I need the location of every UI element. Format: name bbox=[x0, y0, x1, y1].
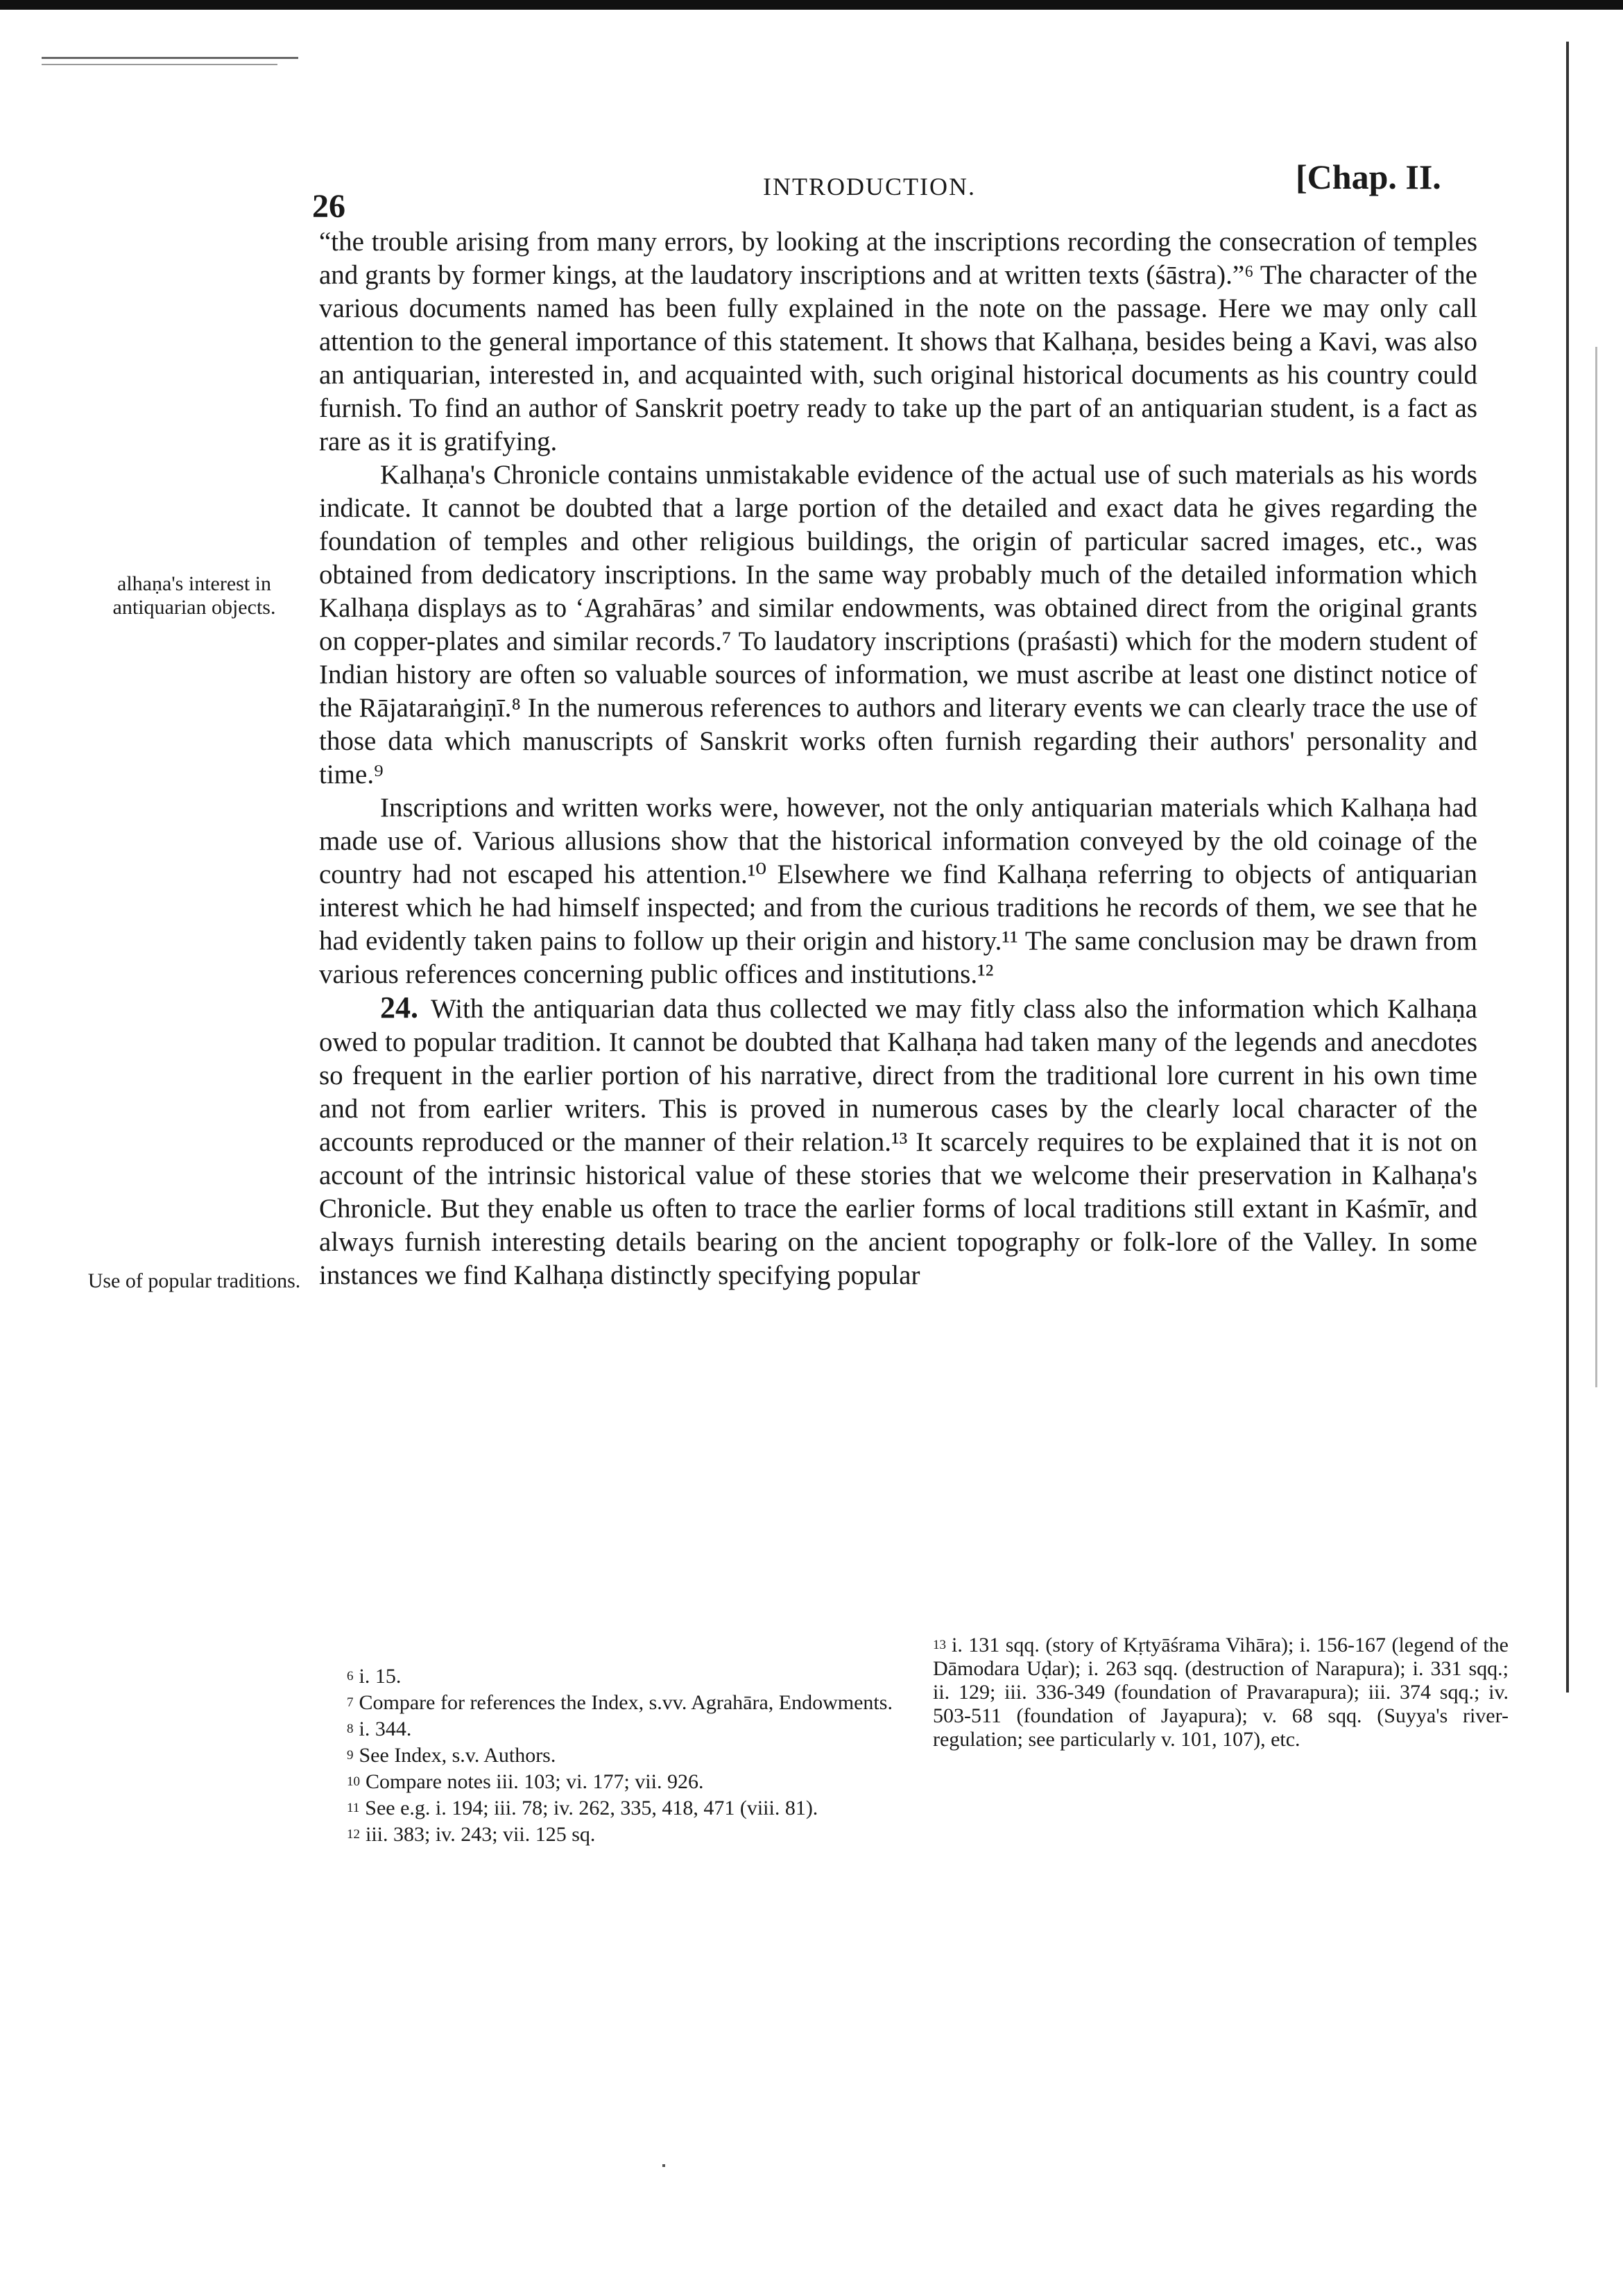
scan-speck bbox=[662, 2164, 665, 2167]
paragraph-section-24 bbox=[319, 991, 1477, 1292]
footnote: $^8$ i. 344. bbox=[347, 1717, 412, 1740]
paragraph: Kalhaṇa's Chronicle contains unmistakable evidence of the actual use of such materials as his words indicate. It cannot be doubted that a large portion of the detailed and exact data he gives regarding the foundation of temples and other religious buildings, the origin of particular sacred images, etc., was obtained from dedicatory inscriptions. In the same way probably much of the detailed information which Kalhaṇa displays as to ‘Agrahāras’ and similar endowments, was obtained direct from the original grants on copper-plates and similar records.⁷ To laudatory inscriptions (praśasti) which for the modern student of Indian history are often so valuable sources of information, we must ascribe at least one distinct notice of the Rājataraṅgiṇī.⁸ In the numerous references to authors and literary events we can clearly trace the use of those data which manuscripts of Sanskrit works often furnish regarding their authors' personality and time.⁹ bbox=[319, 460, 1477, 789]
main-text bbox=[319, 225, 1477, 1292]
scan-right-shadow bbox=[1595, 347, 1597, 1387]
footnote: $^{13}$ i. 131 sqq. (story of Kṛtyāśrama Vihāra); i. 156-167 (legend of the Dāmodara Uḍar); i. 263 sqq. (destruction of Narapura); i. 331 sqq.; ii. 129; iii. 336-349 (foundation of Pravarapura); iii. 374 sqq.; iv. 503-511 (foundation of Jayapura); v. 68 sqq. (Suyya's river-regulation; see particularly v. 101, 107), etc. bbox=[933, 1634, 1509, 1751]
footnotes-right bbox=[933, 1634, 1509, 1754]
scan-top-edge bbox=[0, 0, 1623, 10]
marginal-note-antiquarian: alhaṇa's interest in antiquarian objects. bbox=[112, 572, 276, 619]
decorative-rule bbox=[42, 64, 277, 65]
marginal-note-traditions: Use of popular traditions. bbox=[87, 1269, 301, 1292]
footnotes-left bbox=[347, 1665, 922, 1849]
running-title: INTRODUCTION. bbox=[763, 173, 976, 200]
footnote: $^7$ Compare for references the Index, s.vv. Agrahāra, Endowments. bbox=[347, 1691, 893, 1714]
page-number: 26 bbox=[312, 188, 345, 225]
footnote: $^9$ See Index, s.v. Authors. bbox=[347, 1744, 556, 1767]
paragraph: Inscriptions and written works were, however, not the only antiquarian materials which Kalhaṇa had made use of. Various allusions show that the historical information conveyed by the old coinage of the country had not escaped his attention.¹⁰ Elsewhere we find Kalhaṇa referring to objects of antiquarian interest which he had himself inspected; and from the curious traditions he records of them, we see that he had evidently taken pains to follow up their origin and history.¹¹ The same conclusion may be drawn from various references concerning public offices and institutions.¹² bbox=[319, 793, 1477, 989]
chapter-label: [Chap. II. bbox=[1296, 157, 1441, 196]
paragraph-text: With the antiquarian data thus collected we may fitly class also the information which Kalhaṇa owed to popular tradition. It cannot be doubted that Kalhaṇa had taken many of the legends and anecdotes so frequent in the earlier portion of his narrative, direct from the traditional lore current in his own time and not from earlier writers. This is proved in numerous cases by the clearly local character of the accounts reproduced or the manner of their relation.¹³ It scarcely requires to be explained that it is not on account of the intrinsic historical value of these stories that we welcome their preservation in Kalhaṇa's Chronicle. But they enable us often to trace the earlier forms of local traditions still extant in Kaśmīr, and always furnish interesting details bearing on the ancient topography or folk-lore of the Valley. In some instances we find Kalhaṇa distinctly specifying popular bbox=[319, 994, 1477, 1290]
decorative-rule bbox=[42, 57, 298, 59]
footnote: $^{12}$ iii. 383; iv. 243; vii. 125 sq. bbox=[347, 1823, 596, 1846]
section-number: 24. bbox=[380, 991, 418, 1025]
footnote: $^{10}$ Compare notes iii. 103; vi. 177; vii. 926. bbox=[347, 1770, 704, 1793]
scan-right-edge bbox=[1566, 42, 1569, 1693]
footnote: $^6$ i. 15. bbox=[347, 1665, 402, 1688]
paragraph: “the trouble arising from many errors, by looking at the inscriptions recording the consecration of temples and grants by former kings, at the laudatory inscriptions and at written texts (śāstra).”⁶ The character of the various documents named has been fully explained in the note on the passage. Here we may only call attention to the general importance of this statement. It shows that Kalhaṇa, besides being a Kavi, was also an antiquarian, interested in, and acquainted with, such original historical documents as his country could furnish. To find an author of Sanskrit poetry ready to take up the part of an antiquarian student, is a fact as rare as it is gratifying. bbox=[319, 227, 1477, 456]
footnote: $^{11}$ See e.g. i. 194; iii. 78; iv. 262, 335, 418, 471 (viii. 81). bbox=[347, 1797, 818, 1819]
